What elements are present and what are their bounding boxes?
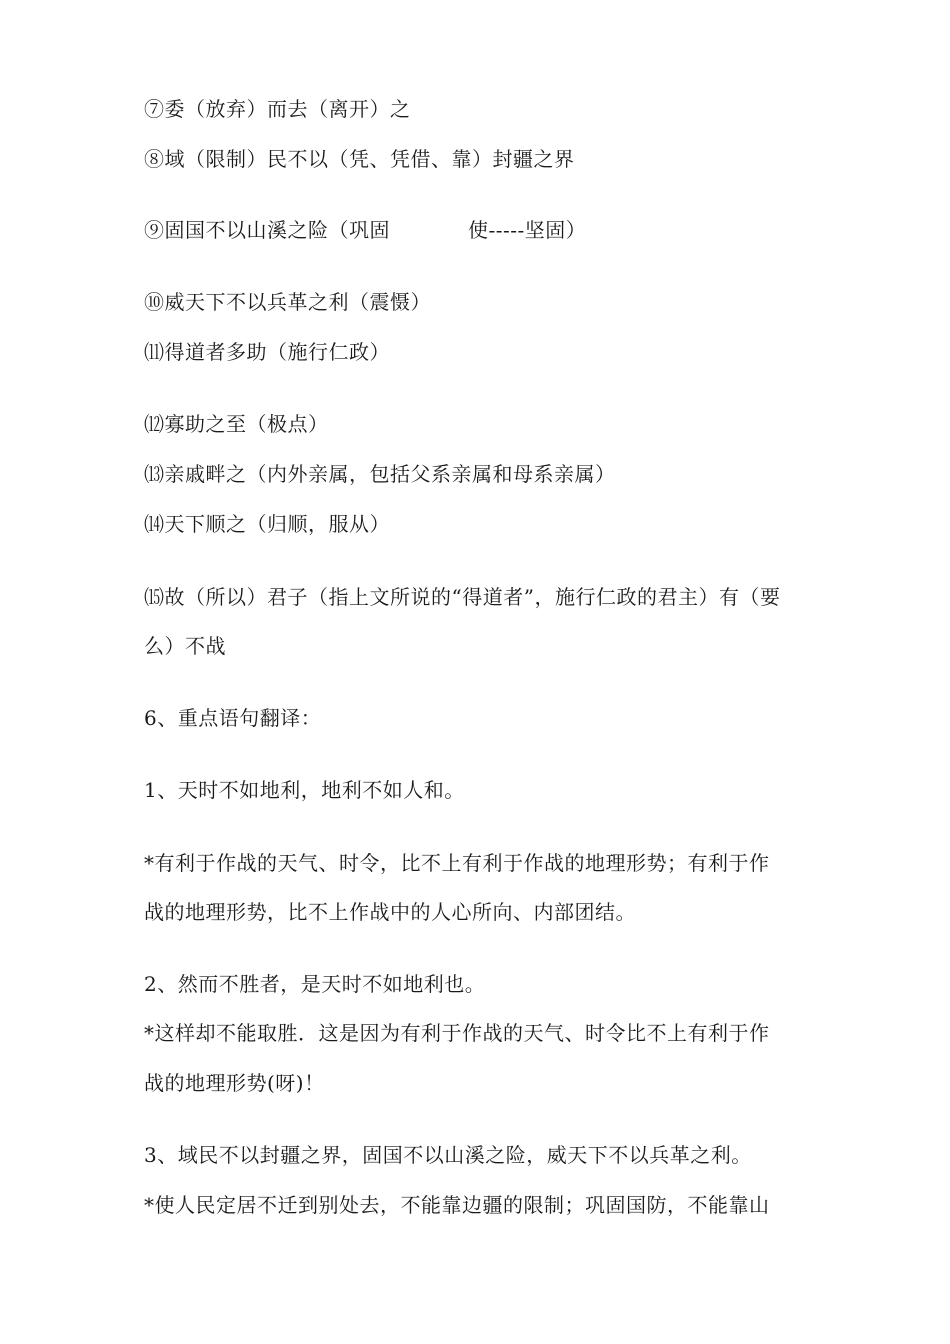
translation-1-cont: 战的地理形势，比不上作战中的人心所向、内部团结。	[144, 900, 636, 924]
annotation-line-13: ⒀亲戚畔之（内外亲属，包括父系亲属和母系亲属）	[144, 462, 616, 486]
translation-3: *使人民定居不迁到别处去，不能靠边疆的限制；巩固国防，不能靠山	[144, 1193, 770, 1217]
annotation-line-15-cont: 么）不战	[144, 634, 226, 658]
annotation-line-7: ⑦委（放弃）而去（离开）之	[144, 97, 411, 121]
annotation-line-14: ⒁天下顺之（归顺，服从）	[144, 512, 390, 536]
sentence-1: 1、天时不如地利，地利不如人和。	[144, 778, 465, 802]
section-heading: 6、重点语句翻译：	[144, 706, 322, 730]
sentence-3: 3、域民不以封疆之界，固国不以山溪之险，威天下不以兵革之利。	[144, 1143, 752, 1167]
annotation-line-9-part-1: ⑨固国不以山溪之险（巩固	[144, 218, 390, 242]
annotation-line-10: ⑩威天下不以兵革之利（震慑）	[144, 290, 431, 314]
translation-1: *有利于作战的天气、时令，比不上有利于作战的地理形势；有利于作	[144, 851, 770, 875]
annotation-line-11: ⑾得道者多助（施行仁政）	[144, 340, 390, 364]
translation-2-cont: 战的地理形势(呀)！	[144, 1071, 325, 1095]
annotation-line-9-part-2: 使-----坚固）	[468, 218, 587, 242]
annotation-line-15: ⒂故（所以）君子（指上文所说的“得道者”，施行仁政的君主）有（要	[144, 585, 781, 609]
annotation-line-9	[144, 218, 586, 242]
sentence-2: 2、然而不胜者，是天时不如地利也。	[144, 972, 486, 996]
annotation-line-12: ⑿寡助之至（极点）	[144, 412, 329, 436]
annotation-line-8: ⑧域（限制）民不以（凭、凭借、靠）封疆之界	[144, 147, 575, 171]
translation-2: *这样却不能取胜．这是因为有利于作战的天气、时令比不上有利于作	[144, 1021, 770, 1045]
